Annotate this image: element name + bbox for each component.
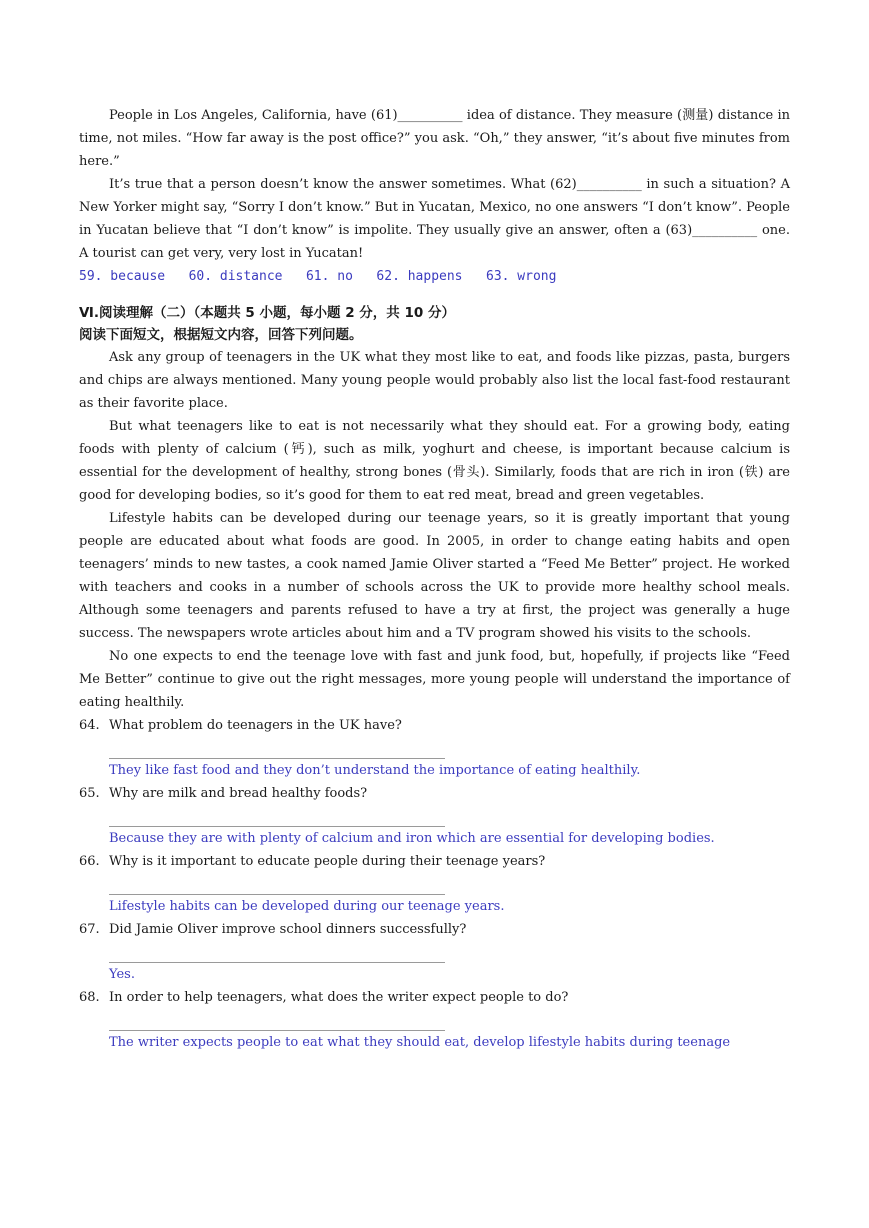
answer-line[interactable] — [109, 873, 445, 895]
answer-line[interactable] — [109, 737, 445, 759]
question-text: What problem do teenagers in the UK have? — [109, 718, 402, 733]
question-text: Did Jamie Oliver improve school dinners successfully? — [109, 922, 467, 937]
answer-line[interactable] — [109, 941, 445, 963]
question-64 — [79, 714, 790, 782]
question-number: 68. — [79, 990, 100, 1005]
question-number: 67. — [79, 922, 100, 937]
question-68 — [79, 986, 790, 1054]
document-page — [79, 104, 790, 1054]
answer-text: Lifestyle habits can be developed during our teenage years. — [109, 899, 505, 914]
answer-text: Yes. — [109, 967, 135, 982]
question-text: Why are milk and bread healthy foods? — [109, 786, 368, 801]
answer-text: Because they are with plenty of calcium and iron which are essential for developing bodies. — [109, 831, 715, 846]
question-text: In order to help teenagers, what does the writer expect people to do? — [109, 990, 569, 1005]
passage1-paragraph-2: It’s true that a person doesn’t know the answer sometimes. What (62)__________ in such a situation? A New Yorker might say, “Sorry I don’t know.” But in Yucatan, Mexico, no one answers “I don’t know”. People in Yucatan believe that “I don’t know” is impolite. They usually give an answer, often a (63)__________ one. A tourist can get very, very lost in Yucatan! — [79, 177, 790, 261]
passage2-paragraph-4: No one expects to end the teenage love with fast and junk food, but, hopefully, if projects like “Feed Me Better” continue to give out the right messages, more young people will understand the importance of eating healthily. — [79, 649, 790, 710]
question-67 — [79, 918, 790, 986]
passage2-paragraph-1: Ask any group of teenagers in the UK what they most like to eat, and foods like pizzas, pasta, burgers and chips are always mentioned. Many young people would probably also list the local fast-food restaurant as their favorite place. — [79, 350, 790, 411]
answer-key-59-63: 59. because 60. distance 61. no 62. happens 63. wrong — [79, 269, 557, 284]
answer-text: The writer expects people to eat what they should eat, develop lifestyle habits during teenage — [109, 1035, 731, 1050]
passage2-paragraph-2: But what teenagers like to eat is not necessarily what they should eat. For a growing body, eating foods with plenty of calcium (钙), such as milk, yoghurt and cheese, is important because calcium is essential for the development of healthy, strong bones (骨头). Similarly, foods that are rich in iron (铁) are good for developing bodies, so it’s good for them to eat red meat, bread and green vegetables. — [79, 419, 790, 503]
section-instruction: 阅读下面短文，根据短文内容，回答下列问题。 — [79, 327, 363, 343]
question-number: 65. — [79, 786, 100, 801]
question-number: 66. — [79, 854, 100, 869]
question-65 — [79, 782, 790, 850]
question-text: Why is it important to educate people during their teenage years? — [109, 854, 546, 869]
answer-line[interactable] — [109, 805, 445, 827]
question-number: 64. — [79, 718, 100, 733]
passage1-paragraph-1: People in Los Angeles, California, have (61)__________ idea of distance. They measure (测量) distance in time, not miles. “How far away is the post office?” you ask. “Oh,” they answer, “it’s about five minutes from here.” — [79, 108, 790, 169]
passage2-paragraph-3: Lifestyle habits can be developed during our teenage years, so it is greatly important that young people are educated about what foods are good. In 2005, in order to change eating habits and open teenagers’ minds to new tastes, a cook named Jamie Oliver started a “Feed Me Better” project. He worked with teachers and cooks in a number of schools across the UK to provide more healthy school meals. Although some teenagers and parents refused to have a try at first, the project was generally a huge success. The newspapers wrote articles about him and a TV program showed his visits to the schools. — [79, 511, 790, 641]
section-title: Ⅵ.阅读理解（二）（本题共 5 小题，每小题 2 分，共 10 分） — [79, 305, 455, 321]
answer-line[interactable] — [109, 1009, 445, 1031]
answer-text: They like fast food and they don’t understand the importance of eating healthily. — [109, 763, 641, 778]
question-66 — [79, 850, 790, 918]
